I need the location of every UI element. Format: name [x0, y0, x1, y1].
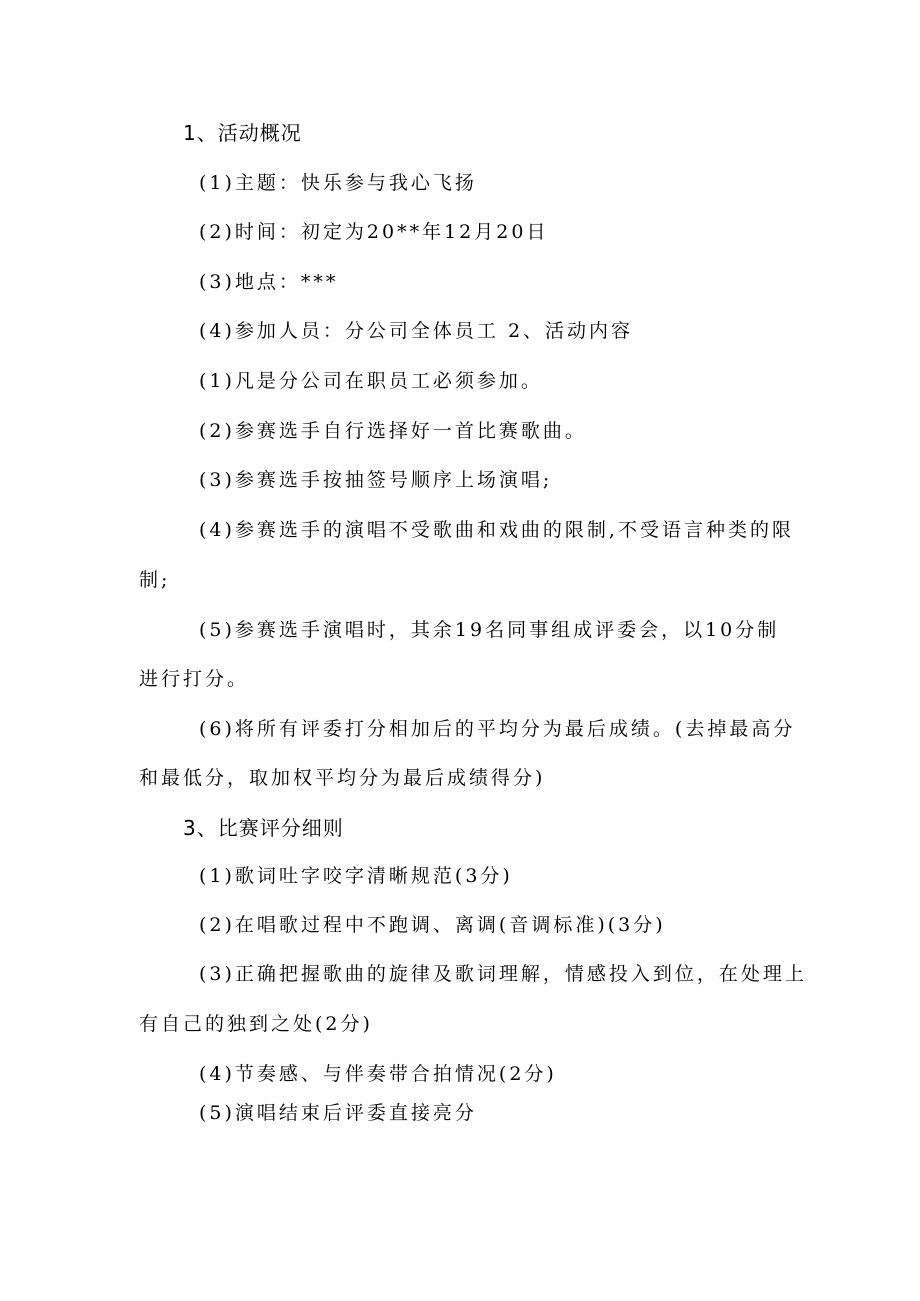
paragraph-participants: (4)参加人员：分公司全体员工 2、活动内容 [199, 320, 634, 342]
section-heading-scoring-rules: 3、比赛评分细则 [183, 816, 344, 840]
paragraph-rule-2: (2)参赛选手自行选择好一首比赛歌曲。 [199, 420, 587, 442]
paragraph-score-1: (1)歌词吐字咬字清晰规范(3分) [199, 865, 513, 887]
paragraph-rule-6-line1: (6)将所有评委打分相加后的平均分为最后成绩。(去掉最高分 [199, 718, 796, 740]
paragraph-rule-6-line2: 和最低分，取加权平均分为最后成绩得分) [139, 767, 546, 789]
paragraph-rule-3: (3)参赛选手按抽签号顺序上场演唱; [199, 469, 553, 491]
paragraph-score-3-line2: 有自己的独到之处(2分) [139, 1013, 373, 1035]
paragraph-theme: (1)主题：快乐参与我心飞扬 [199, 172, 477, 194]
paragraph-score-4: (4)节奏感、与伴奏带合拍情况(2分) [199, 1063, 557, 1085]
paragraph-rule-1: (1)凡是分公司在职员工必须参加。 [199, 370, 543, 392]
paragraph-score-3-line1: (3)正确把握歌曲的旋律及歌词理解，情感投入到位，在处理上 [199, 963, 807, 985]
paragraph-score-2: (2)在唱歌过程中不跑调、离调(音调标准)(3分) [199, 914, 666, 936]
paragraph-time: (2)时间：初定为20**年12月20日 [199, 221, 549, 243]
paragraph-rule-5-line1: (5)参赛选手演唱时，其余19名同事组成评委会，以10分制 [199, 619, 780, 641]
paragraph-score-5: (5)演唱结束后评委直接亮分 [199, 1102, 477, 1124]
paragraph-rule-4-line2: 制; [139, 569, 171, 591]
paragraph-rule-4-line1: (4)参赛选手的演唱不受歌曲和戏曲的限制,不受语言种类的限 [199, 519, 794, 541]
section-heading-activity-overview: 1、活动概况 [183, 121, 302, 145]
paragraph-location: (3)地点：*** [199, 271, 339, 293]
paragraph-rule-5-line2: 进行打分。 [139, 668, 250, 690]
